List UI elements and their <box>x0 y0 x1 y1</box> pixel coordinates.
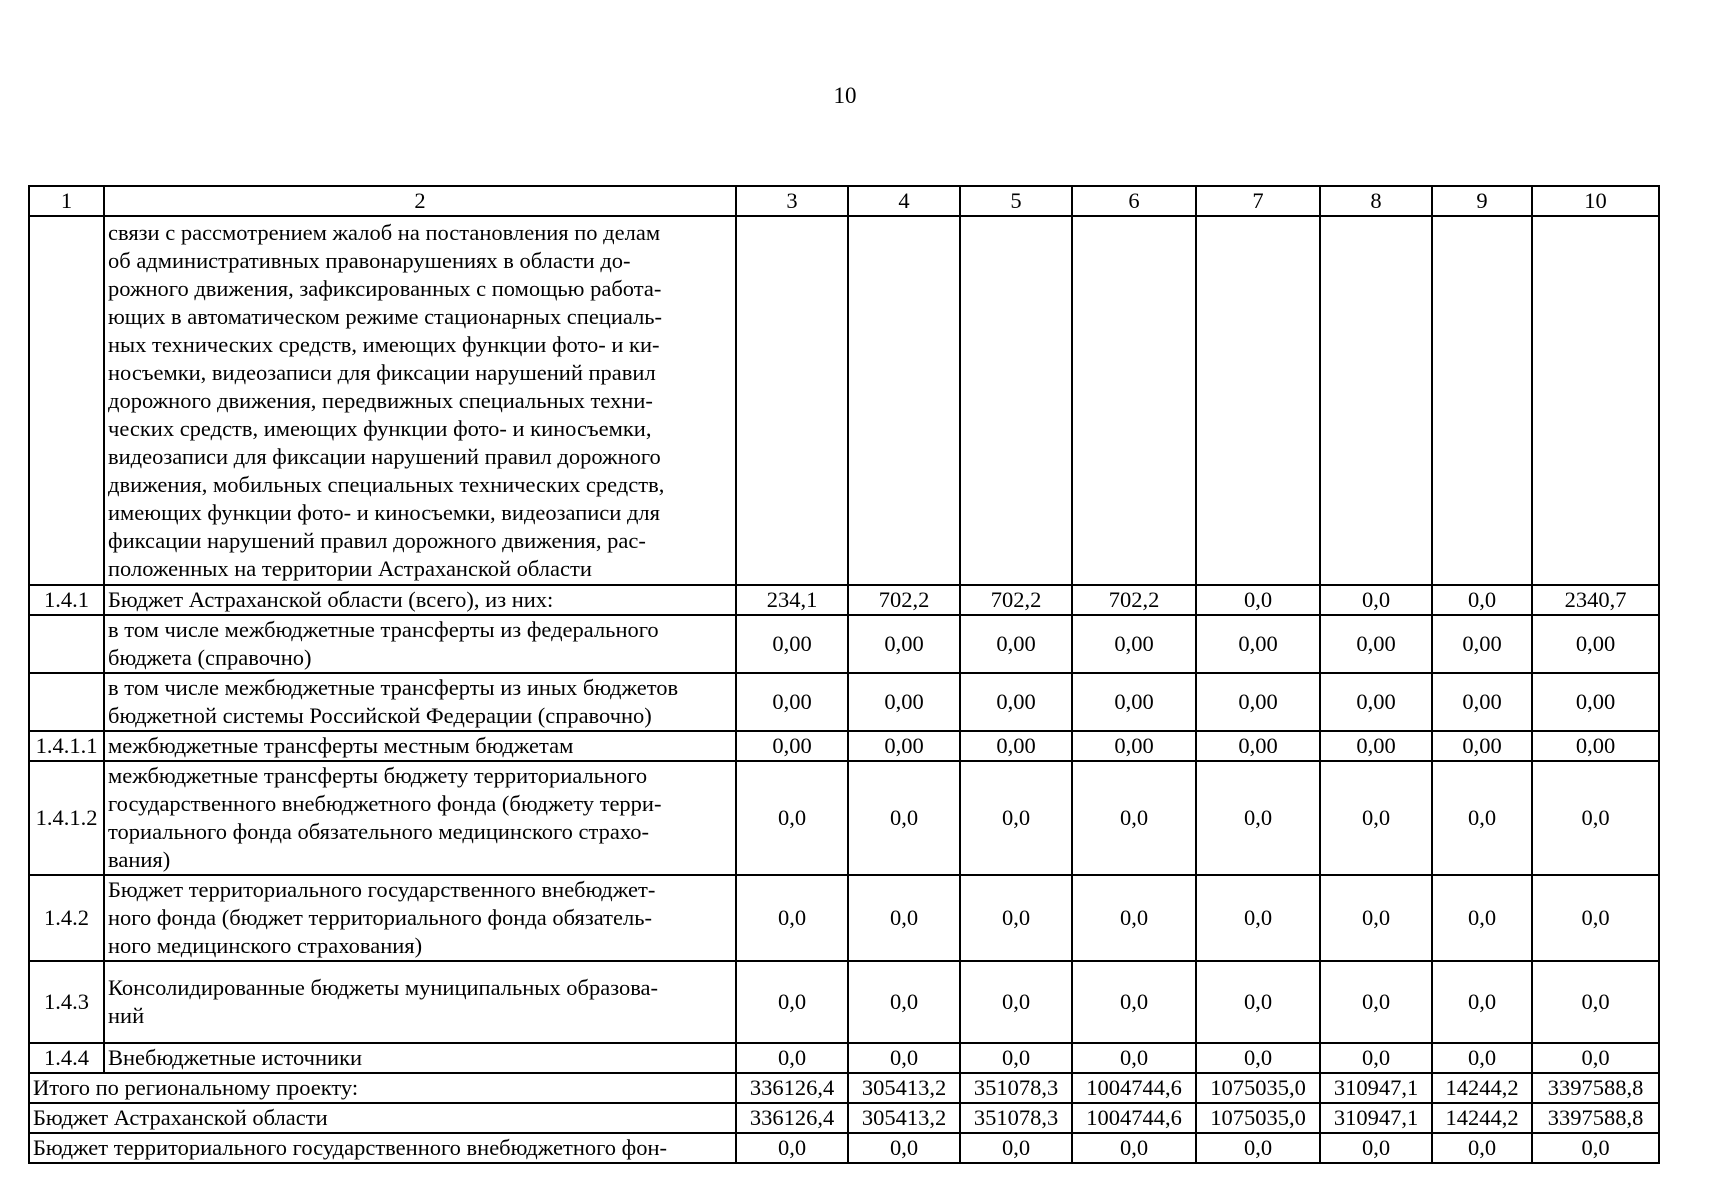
value-cell: 0,0 <box>1532 761 1659 875</box>
page-number: 10 <box>833 83 857 108</box>
table-row <box>29 585 1659 615</box>
value-cell <box>960 216 1072 585</box>
summary-value-cell: 0,0 <box>848 1133 960 1163</box>
value-cell: 0,0 <box>1532 961 1659 1043</box>
value-cell: 0,0 <box>1320 585 1432 615</box>
table-row <box>29 615 1659 673</box>
value-cell: 0,00 <box>960 673 1072 731</box>
value-cell: 0,0 <box>736 761 848 875</box>
value-cell: 0,00 <box>848 673 960 731</box>
header-cell: 3 <box>736 186 848 216</box>
value-cell: 0,0 <box>736 961 848 1043</box>
summary-value-cell: 14244,2 <box>1432 1103 1532 1133</box>
value-cell: 0,0 <box>1072 875 1196 961</box>
table-row <box>29 731 1659 761</box>
summary-value-cell: 1004744,6 <box>1072 1073 1196 1103</box>
summary-value-cell: 336126,4 <box>736 1103 848 1133</box>
value-cell: 0,0 <box>1320 1043 1432 1073</box>
header-cell: 7 <box>1196 186 1320 216</box>
value-cell: 0,00 <box>1532 615 1659 673</box>
value-cell: 0,0 <box>960 961 1072 1043</box>
value-cell: 0,0 <box>1320 961 1432 1043</box>
summary-value-cell: 1004744,6 <box>1072 1103 1196 1133</box>
header-cell: 8 <box>1320 186 1432 216</box>
value-cell: 702,2 <box>1072 585 1196 615</box>
row-number <box>29 673 104 731</box>
summary-value-cell: 310947,1 <box>1320 1103 1432 1133</box>
row-number <box>29 615 104 673</box>
summary-row <box>29 1103 1659 1133</box>
value-cell: 0,0 <box>1532 1043 1659 1073</box>
value-cell: 0,0 <box>1072 761 1196 875</box>
value-cell: 2340,7 <box>1532 585 1659 615</box>
table-row <box>29 875 1659 961</box>
header-cell: 10 <box>1532 186 1659 216</box>
row-number: 1.4.4 <box>29 1043 104 1073</box>
value-cell <box>1320 216 1432 585</box>
value-cell: 0,00 <box>848 731 960 761</box>
value-cell: 0,0 <box>736 1043 848 1073</box>
table-row <box>29 961 1659 1043</box>
value-cell: 0,00 <box>1320 673 1432 731</box>
value-cell: 0,00 <box>1320 615 1432 673</box>
summary-value-cell: 1075035,0 <box>1196 1103 1320 1133</box>
value-cell: 0,0 <box>1196 875 1320 961</box>
summary-label: Итого по региональному проекту: <box>29 1073 736 1103</box>
value-cell: 0,0 <box>848 961 960 1043</box>
value-cell: 0,00 <box>1072 673 1196 731</box>
row-number: 1.4.3 <box>29 961 104 1043</box>
row-number <box>29 216 104 585</box>
summary-value-cell: 0,0 <box>1432 1133 1532 1163</box>
summary-value-cell: 305413,2 <box>848 1103 960 1133</box>
value-cell <box>1532 216 1659 585</box>
row-name: связи с рассмотрением жалоб на постановления по делам об административных правонарушениях в области до- рожного движения, зафиксированных с помощью работа- ющих в автоматическом режиме стационарных специаль- ных технических средств, имеющих функции фото- и ки- носъемки, видеозаписи для фиксации нарушений правил дорожного движения, передвижных специальных техни- ческих средств, имеющих функции фото- и киносъемки, видеозаписи для фиксации нарушений правил дорожного движения, мобильных специальных технических средств, имеющих функции фото- и киносъемки, видеозаписи для фиксации нарушений правил дорожного движения, рас- положенных на территории Астраханской области <box>104 216 736 585</box>
value-cell: 0,0 <box>960 761 1072 875</box>
row-name: межбюджетные трансферты местным бюджетам <box>104 731 736 761</box>
value-cell: 0,00 <box>960 615 1072 673</box>
value-cell: 0,00 <box>736 673 848 731</box>
header-cell: 6 <box>1072 186 1196 216</box>
row-number: 1.4.1 <box>29 585 104 615</box>
header-cell: 2 <box>104 186 736 216</box>
value-cell <box>736 216 848 585</box>
value-cell: 0,0 <box>736 875 848 961</box>
table-row <box>29 673 1659 731</box>
value-cell: 0,0 <box>1432 875 1532 961</box>
header-cell: 4 <box>848 186 960 216</box>
summary-value-cell: 0,0 <box>736 1133 848 1163</box>
budget-table <box>28 185 1660 1164</box>
header-cell: 9 <box>1432 186 1532 216</box>
value-cell: 0,0 <box>1432 1043 1532 1073</box>
summary-value-cell: 0,0 <box>1196 1133 1320 1163</box>
row-name: Консолидированные бюджеты муниципальных образова- ний <box>104 961 736 1043</box>
value-cell: 0,0 <box>1196 961 1320 1043</box>
value-cell: 0,0 <box>1072 1043 1196 1073</box>
summary-value-cell: 3397588,8 <box>1532 1103 1659 1133</box>
summary-value-cell: 305413,2 <box>848 1073 960 1103</box>
value-cell <box>848 216 960 585</box>
value-cell <box>1432 216 1532 585</box>
value-cell: 0,00 <box>1196 731 1320 761</box>
value-cell: 702,2 <box>848 585 960 615</box>
summary-value-cell: 1075035,0 <box>1196 1073 1320 1103</box>
value-cell: 0,0 <box>1532 875 1659 961</box>
value-cell: 0,00 <box>736 615 848 673</box>
value-cell: 0,0 <box>1432 761 1532 875</box>
value-cell: 0,0 <box>1432 585 1532 615</box>
value-cell: 0,0 <box>960 1043 1072 1073</box>
row-name: в том числе межбюджетные трансферты из федерального бюджета (справочно) <box>104 615 736 673</box>
table-row <box>29 761 1659 875</box>
summary-row <box>29 1073 1659 1103</box>
value-cell: 0,0 <box>1432 961 1532 1043</box>
row-name: в том числе межбюджетные трансферты из иных бюджетов бюджетной системы Российской Федерации (справочно) <box>104 673 736 731</box>
value-cell: 0,0 <box>848 1043 960 1073</box>
summary-value-cell: 336126,4 <box>736 1073 848 1103</box>
summary-value-cell: 3397588,8 <box>1532 1073 1659 1103</box>
value-cell <box>1072 216 1196 585</box>
header-row <box>29 186 1659 216</box>
value-cell: 0,0 <box>1320 761 1432 875</box>
row-number: 1.4.2 <box>29 875 104 961</box>
value-cell: 0,00 <box>1320 731 1432 761</box>
row-name: межбюджетные трансферты бюджету территориального государственного внебюджетного фонда (бюджету терри- ториального фонда обязательного медицинского страхо- вания) <box>104 761 736 875</box>
row-number: 1.4.1.2 <box>29 761 104 875</box>
summary-value-cell: 351078,3 <box>960 1073 1072 1103</box>
value-cell: 0,00 <box>960 731 1072 761</box>
summary-row <box>29 1133 1659 1163</box>
value-cell: 0,00 <box>1432 673 1532 731</box>
value-cell <box>1196 216 1320 585</box>
summary-value-cell: 0,0 <box>960 1133 1072 1163</box>
value-cell: 0,00 <box>1432 731 1532 761</box>
value-cell: 0,0 <box>960 875 1072 961</box>
header-cell: 5 <box>960 186 1072 216</box>
row-name: Бюджет Астраханской области (всего), из них: <box>104 585 736 615</box>
value-cell: 0,00 <box>736 731 848 761</box>
value-cell: 0,00 <box>1432 615 1532 673</box>
summary-value-cell: 351078,3 <box>960 1103 1072 1133</box>
value-cell: 0,0 <box>1196 1043 1320 1073</box>
value-cell: 0,0 <box>1196 585 1320 615</box>
summary-value-cell: 0,0 <box>1532 1133 1659 1163</box>
summary-value-cell: 0,0 <box>1320 1133 1432 1163</box>
table-row <box>29 216 1659 585</box>
summary-value-cell: 14244,2 <box>1432 1073 1532 1103</box>
summary-value-cell: 0,0 <box>1072 1133 1196 1163</box>
value-cell: 0,0 <box>1320 875 1432 961</box>
value-cell: 0,00 <box>1196 673 1320 731</box>
value-cell: 0,00 <box>848 615 960 673</box>
row-name: Внебюджетные источники <box>104 1043 736 1073</box>
value-cell: 0,0 <box>1196 761 1320 875</box>
header-cell: 1 <box>29 186 104 216</box>
value-cell: 0,00 <box>1196 615 1320 673</box>
summary-label: Бюджет территориального государственного внебюджетного фон- <box>29 1133 736 1163</box>
row-number: 1.4.1.1 <box>29 731 104 761</box>
row-name: Бюджет территориального государственного внебюджет- ного фонда (бюджет территориального фонда обязатель- ного медицинского страхования) <box>104 875 736 961</box>
summary-label: Бюджет Астраханской области <box>29 1103 736 1133</box>
summary-value-cell: 310947,1 <box>1320 1073 1432 1103</box>
value-cell: 0,00 <box>1532 731 1659 761</box>
value-cell: 234,1 <box>736 585 848 615</box>
value-cell: 0,0 <box>1072 961 1196 1043</box>
value-cell: 0,00 <box>1072 615 1196 673</box>
value-cell: 0,0 <box>848 875 960 961</box>
value-cell: 0,00 <box>1532 673 1659 731</box>
value-cell: 0,00 <box>1072 731 1196 761</box>
value-cell: 702,2 <box>960 585 1072 615</box>
value-cell: 0,0 <box>848 761 960 875</box>
table-row <box>29 1043 1659 1073</box>
